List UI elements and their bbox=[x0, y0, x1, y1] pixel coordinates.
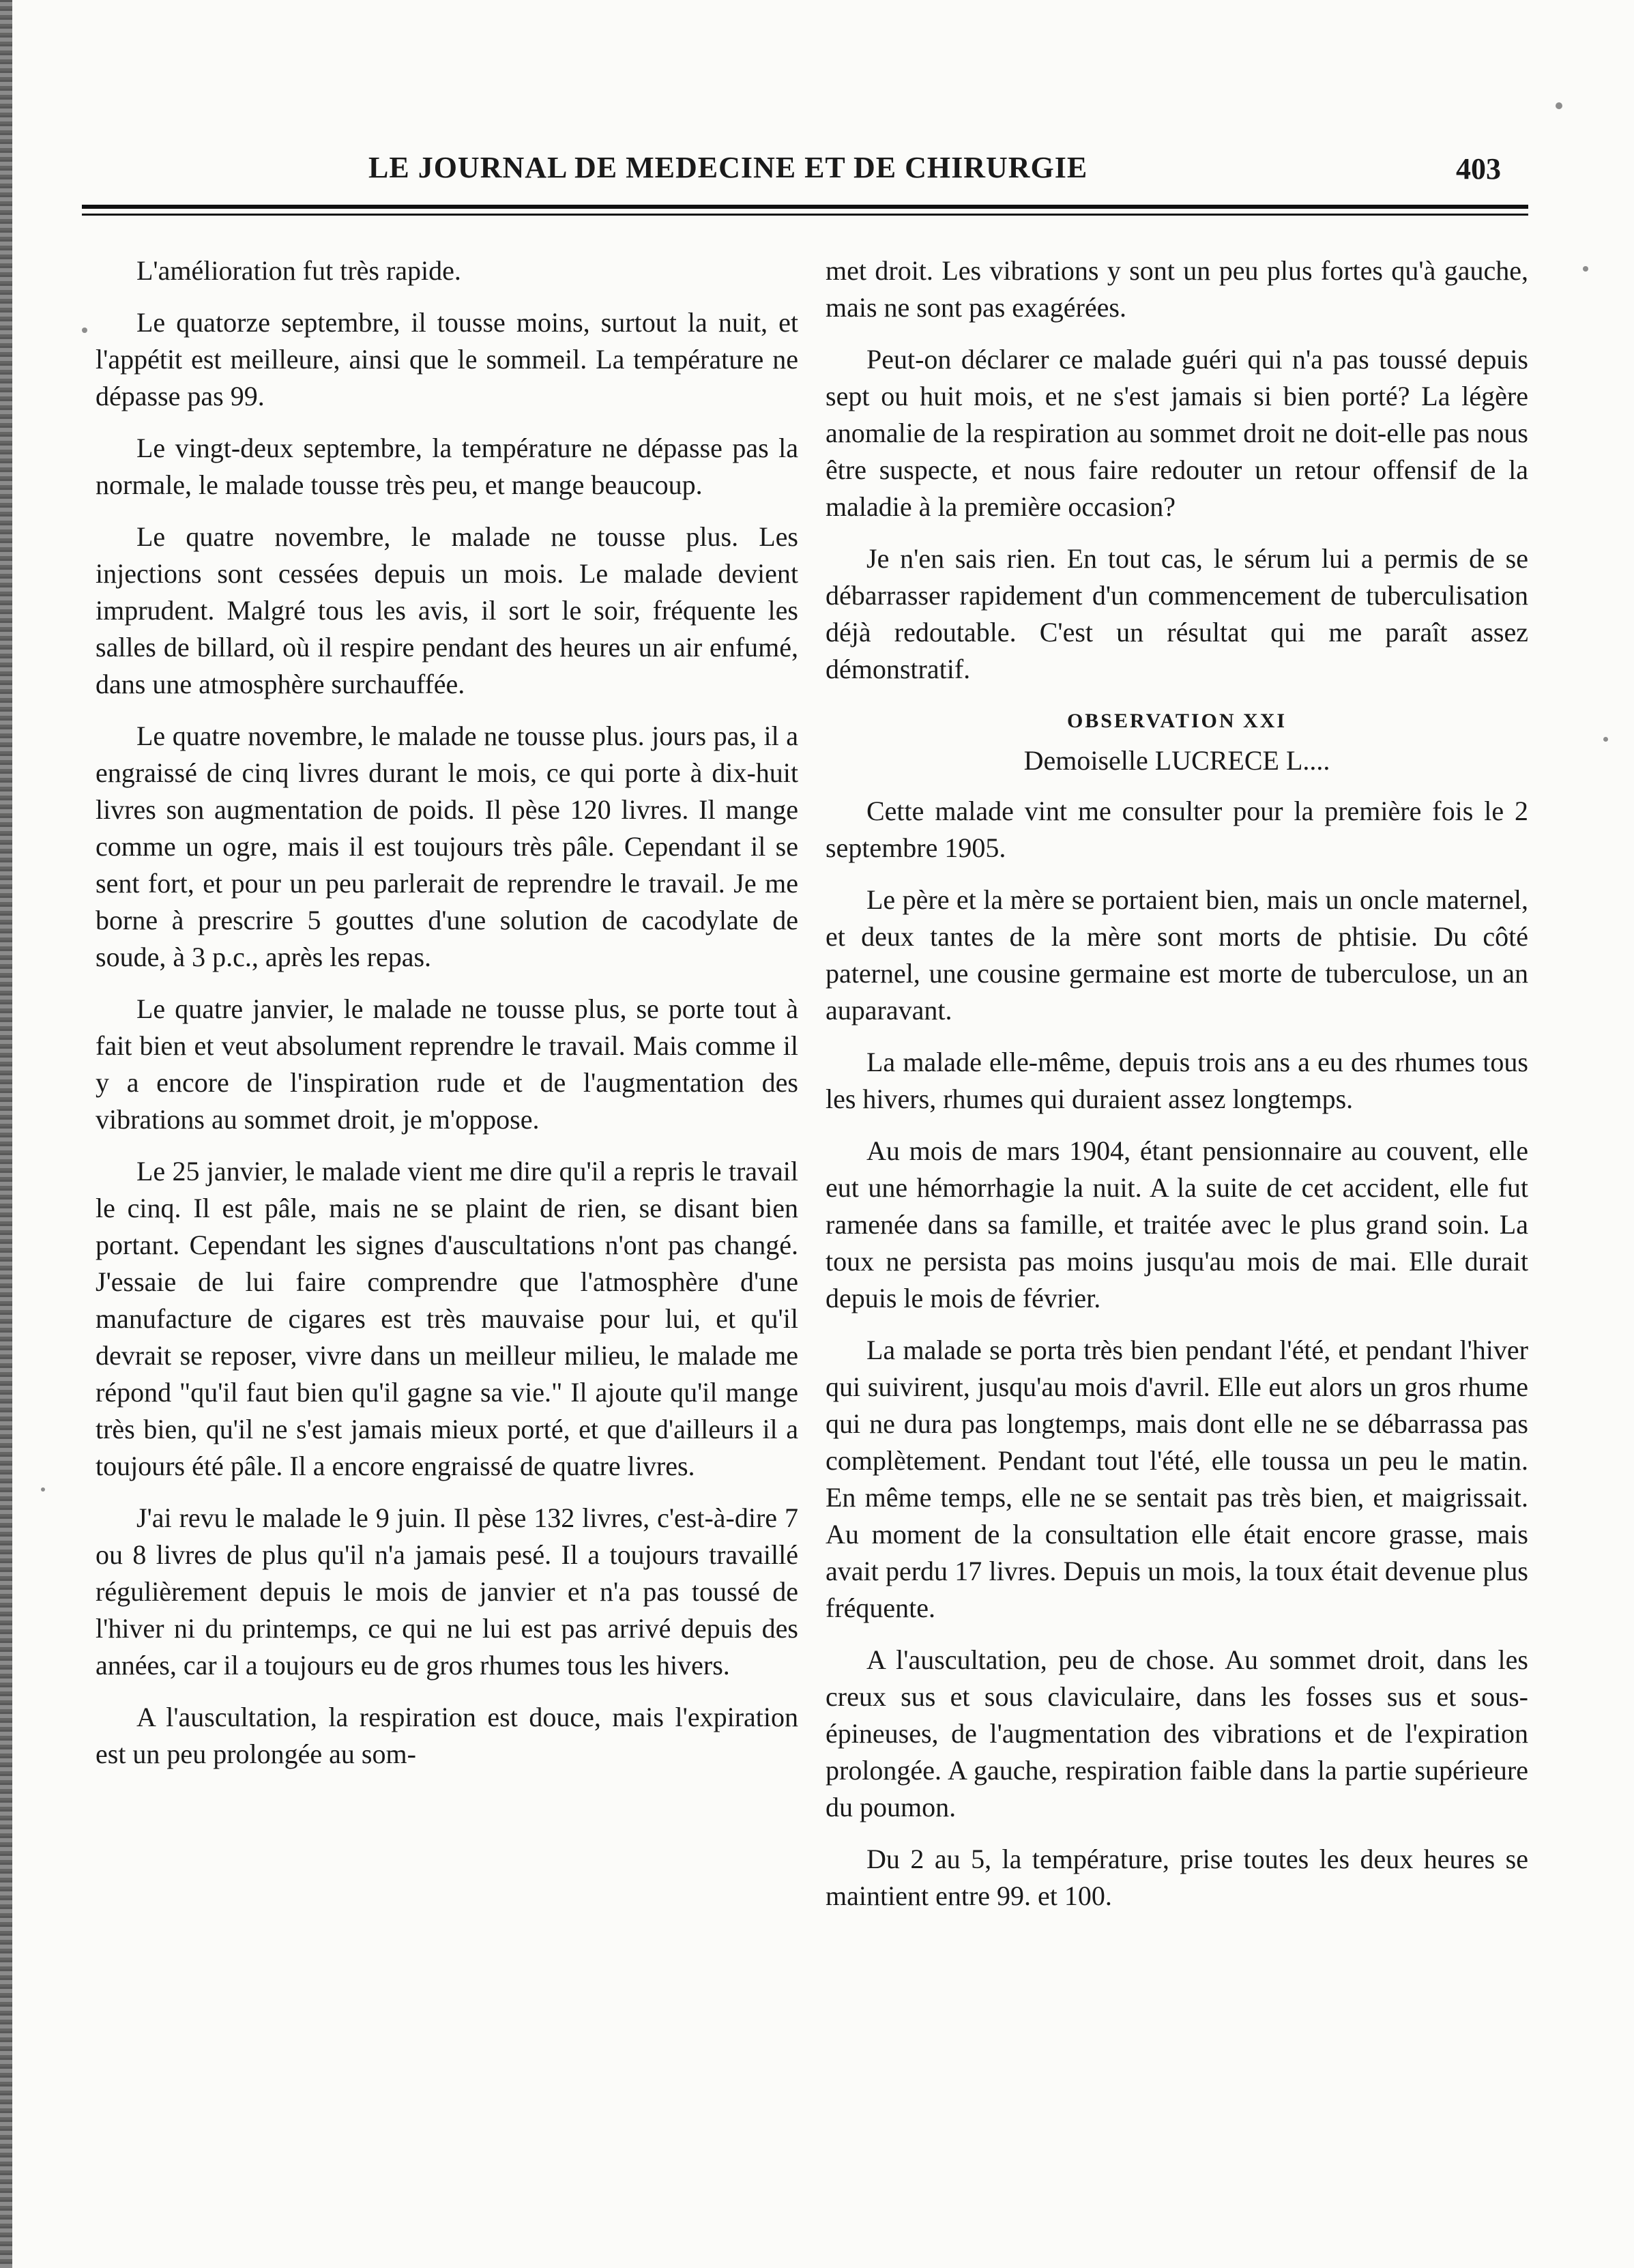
paragraph: J'ai revu le malade le 9 juin. Il pèse 132 livres, c'est-à-dire 7 ou 8 livres de plus qu'il n'a jamais pesé. Il a toujours travaillé régulièrement depuis le mois de janvier et n'a pas toussé de l'hiver ni du printemps, ce qui ne lui est pas arrivé depuis des années, car il a toujours eu de gros rhumes tous les hivers. bbox=[96, 1502, 798, 1681]
scan-speck bbox=[1583, 266, 1588, 272]
paragraph: Du 2 au 5, la température, prise toutes les deux heures se maintient entre 99. et 100. bbox=[826, 1844, 1528, 1911]
paragraph: La malade elle-même, depuis trois ans a eu des rhumes tous les hivers, rhumes qui duraient assez longtemps. bbox=[826, 1047, 1528, 1114]
paragraph: La malade se porta très bien pendant l'été, et pendant l'hiver qui suivirent, jusqu'au mois d'avril. Elle eut alors un gros rhume qui ne dura pas longtemps, mais dont elle ne se débarrassa pas complètement. Pendant tout l'été, elle toussa un peu le matin. En même temps, elle ne se sentait pas très bien, et maigrissait. Au moment de la consultation elle était encore grasse, mais avait perdu 17 livres. Depuis un mois, la toux était devenue plus fréquente. bbox=[826, 1335, 1528, 1623]
page-number: 403 bbox=[1456, 152, 1501, 186]
header-rule bbox=[82, 205, 1528, 216]
paragraph: Le quatre novembre, le malade ne tousse plus. Les injections sont cessées depuis un mois. Le malade devient imprudent. Malgré tous les avis, il sort le soir, fréquente les salles de billard, où il respire pendant des heures un air enfumé, dans une atmosphère surchauffée. bbox=[96, 521, 798, 699]
paragraph: met droit. Les vibrations y sont un peu plus fortes qu'à gauche, mais ne sont pas exagérées. bbox=[826, 255, 1528, 323]
scan-speck bbox=[41, 1487, 45, 1492]
paragraph: Le quatorze septembre, il tousse moins, surtout la nuit, et l'appétit est meilleure, ainsi que le sommeil. La température ne dépasse pas 99. bbox=[96, 307, 798, 411]
page-binding-edge bbox=[0, 0, 12, 2268]
scan-speck bbox=[82, 328, 87, 333]
observation-subject: Demoiselle LUCRECE L.... bbox=[1023, 745, 1330, 776]
observation-heading: OBSERVATION XXI bbox=[1066, 710, 1287, 732]
paragraph: L'amélioration fut très rapide. bbox=[136, 255, 461, 286]
paragraph: Le père et la mère se portaient bien, mais un oncle maternel, et deux tantes de la mère sont morts de phtisie. Du côté paternel, une cousine germaine est morte de tuberculose, un an auparavant. bbox=[826, 884, 1528, 1026]
scan-speck bbox=[1603, 737, 1608, 742]
paragraph: Au mois de mars 1904, étant pensionnaire au couvent, elle eut une hémorrhagie la nuit. A la suite de cet accident, elle fut ramenée dans sa famille, et traitée avec le plus grand soin. La toux ne persista pas moins jusqu'au mois de mai. Elle durait depuis le mois de février. bbox=[826, 1135, 1528, 1313]
right-column bbox=[826, 252, 1528, 1930]
paragraph: Le vingt-deux septembre, la température ne dépasse pas la normale, le malade tousse très peu, et mange beaucoup. bbox=[96, 433, 798, 500]
running-header bbox=[82, 150, 1528, 198]
paragraph: Le 25 janvier, le malade vient me dire qu'il a repris le travail le cinq. Il est pâle, mais ne se plaint de rien, se disant bien portant. Cependant les signes d'auscultations n'ont pas changé. J'essaie de lui faire comprendre que l'atmosphère d'une manufacture de cigares est très mauvaise pour lui, et qu'il devrait se reposer, vivre dans un meilleur milieu, le malade me répond "qu'il faut bien qu'il gagne sa vie." Il ajoute qu'il mange très bien, qu'il ne s'est jamais mieux porté, et que d'ailleurs il a toujours été pâle. Il a encore engraissé de quatre livres. bbox=[96, 1156, 798, 1481]
scan-speck bbox=[1556, 102, 1562, 109]
paragraph: Le quatre janvier, le malade ne tousse plus, se porte tout à fait bien et veut absolument reprendre le travail. Mais comme il y a encore de l'inspiration rude et de l'augmentation des vibrations au sommet droit, je m'oppose. bbox=[96, 993, 798, 1135]
left-column bbox=[96, 252, 798, 1788]
paragraph: Peut-on déclarer ce malade guéri qui n'a pas toussé depuis sept ou huit mois, et ne s'est jamais si bien porté? La légère anomalie de la respiration au sommet droit ne doit-elle pas nous être suspecte, et nous faire redouter un retour offensif de la maladie à la première occasion? bbox=[826, 344, 1528, 522]
paragraph: A l'auscultation, peu de chose. Au sommet droit, dans les creux sus et sous claviculaire, dans les fosses sus et sous-épineuses, de l'augmentation des vibrations et de l'expiration prolongée. A gauche, respiration faible dans la partie supérieure du poumon. bbox=[826, 1644, 1528, 1822]
paragraph: Cette malade vint me consulter pour la première fois le 2 septembre 1905. bbox=[826, 796, 1528, 863]
paragraph: Je n'en sais rien. En tout cas, le sérum lui a permis de se débarrasser rapidement d'un commencement de tuberculisation déjà redoutable. C'est un résultat qui me paraît assez démonstratif. bbox=[826, 543, 1528, 684]
paragraph: Le quatre novembre, le malade ne tousse plus. jours pas, il a engraissé de cinq livres durant le mois, ce qui porte à dix-huit livres son augmentation de poids. Il pèse 120 livres. Il mange comme un ogre, mais il est toujours très pâle. Cependant il se sent fort, et pour un peu parlerait de reprendre le travail. Je me borne à prescrire 5 gouttes d'une solution de cacodylate de soude, à 3 p.c., après les repas. bbox=[96, 721, 798, 972]
paragraph: A l'auscultation, la respiration est douce, mais l'expiration est un peu prolongée au som- bbox=[96, 1702, 798, 1769]
journal-title: LE JOURNAL DE MEDECINE ET DE CHIRURGIE bbox=[368, 151, 1088, 184]
